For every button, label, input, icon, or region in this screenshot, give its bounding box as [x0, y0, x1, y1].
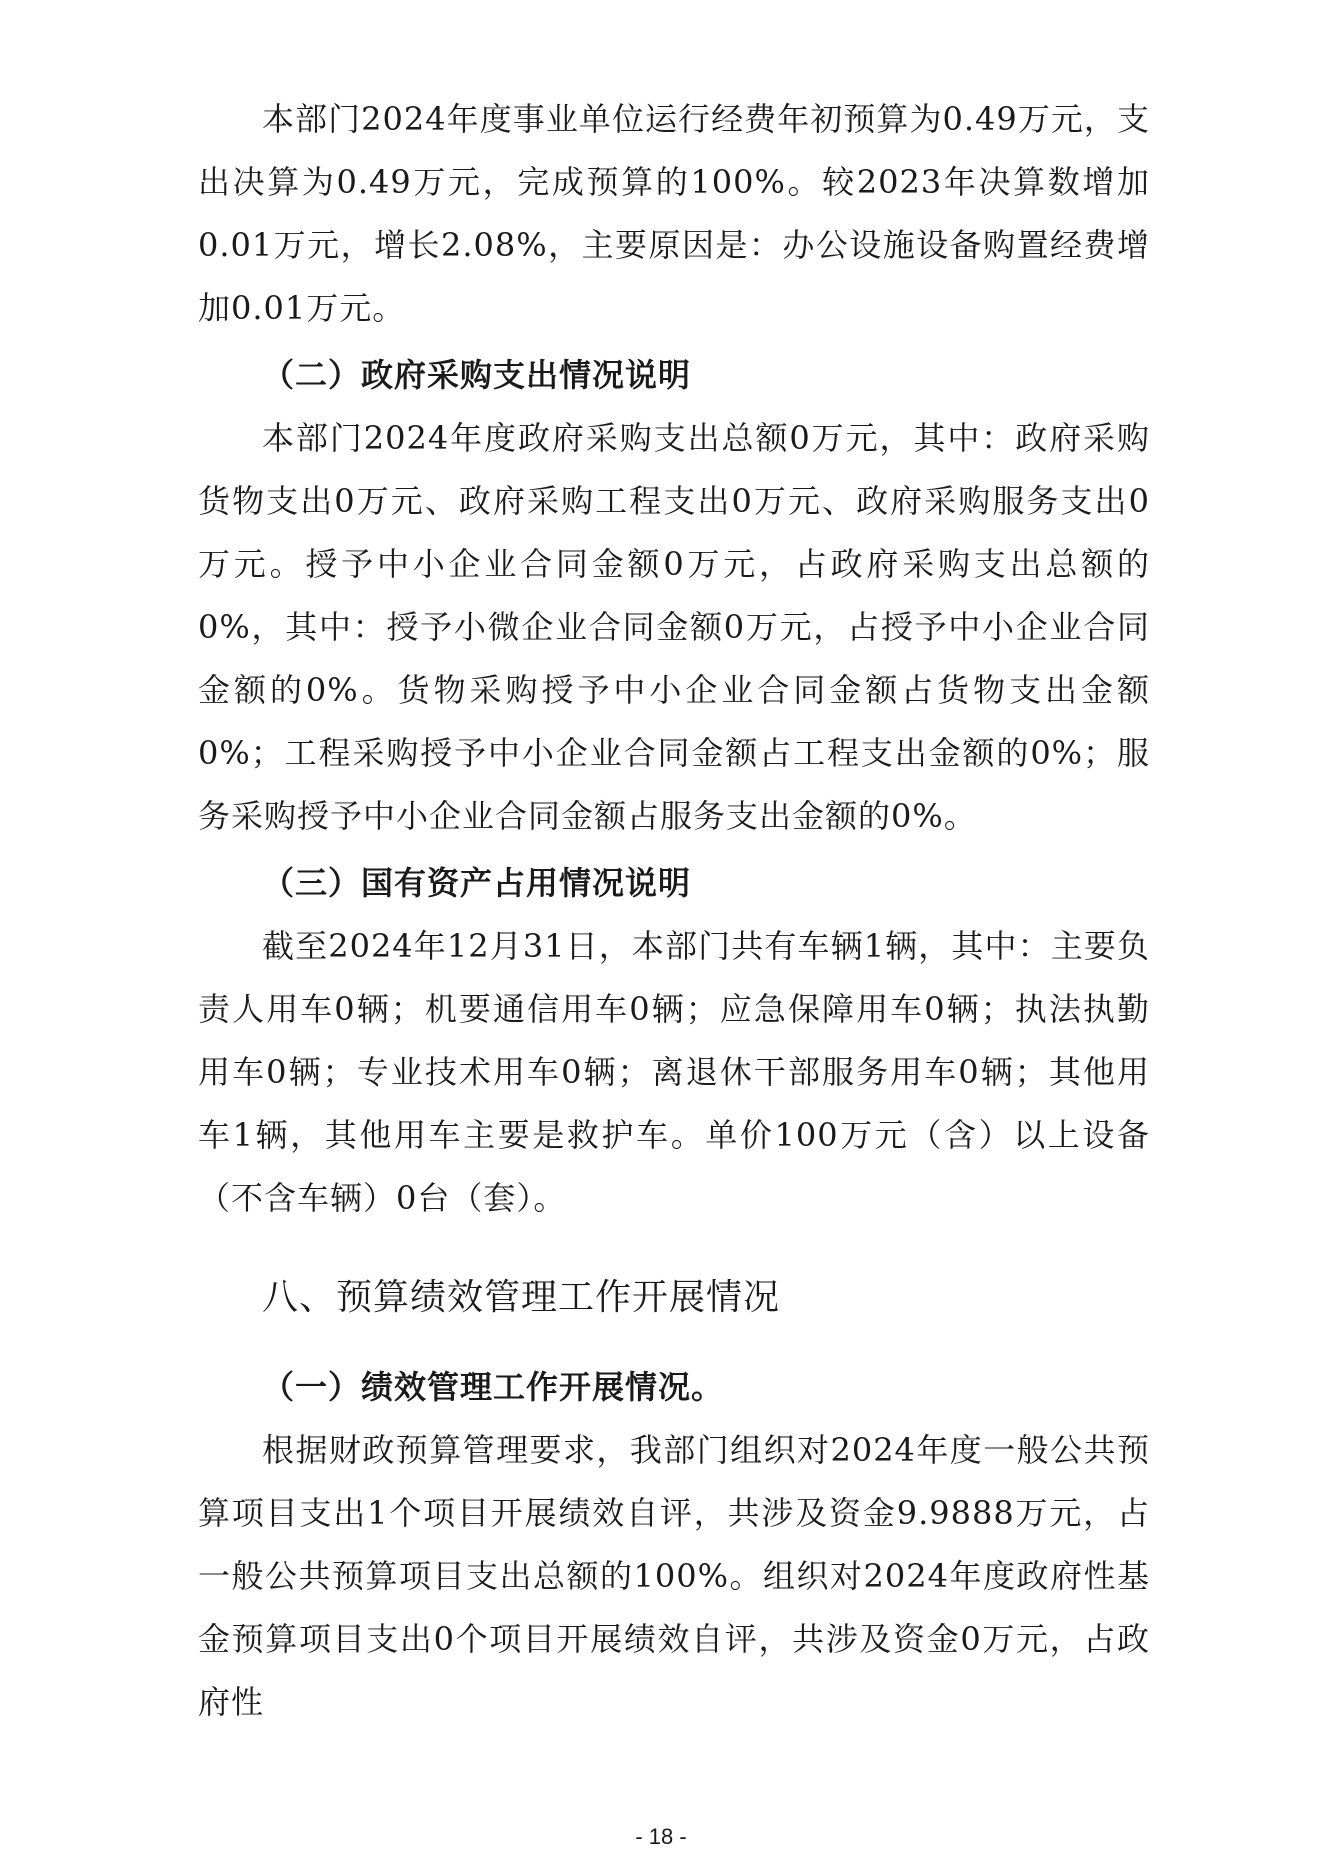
paragraph-operating-expenses: 本部门2024年度事业单位运行经费年初预算为0.49万元，支出决算为0.49万元，完成预算的100%。较2023年决算数增加0.01万元，增长2.08%，主要原因是：办公设施设备购置经费增加0.01万元。: [198, 100, 1150, 327]
heading-state-assets: （三）国有资产占用情况说明: [262, 864, 692, 902]
heading-performance-work: （一）绩效管理工作开展情况。: [262, 1368, 725, 1406]
document-body: [198, 88, 1150, 1734]
paragraph-government-procurement: 本部门2024年度政府采购支出总额0万元，其中：政府采购货物支出0万元、政府采购工程支出0万元、政府采购服务支出0万元。授予中小企业合同金额0万元，占政府采购支出总额的0%，其中：授予小微企业合同金额0万元，占授予中小企业合同金额的0%。货物采购授予中小企业合同金额占货物支出金额0%；工程采购授予中小企业合同金额占工程支出金额的0%；服务采购授予中小企业合同金额占服务支出金额的0%。: [198, 419, 1150, 835]
section-heading-performance-management: 八、预算绩效管理工作开展情况: [262, 1277, 781, 1318]
heading-government-procurement: （二）政府采购支出情况说明: [262, 356, 692, 394]
paragraph-performance-work: 根据财政预算管理要求，我部门组织对2024年度一般公共预算项目支出1个项目开展绩效自评，共涉及资金9.9888万元，占一般公共预算项目支出总额的100%。组织对2024年度政府性基金预算项目支出0个项目开展绩效自评，共涉及资金0万元，占政府性: [198, 1431, 1150, 1721]
page-number: - 18 -: [635, 1824, 687, 1849]
paragraph-state-assets: 截至2024年12月31日，本部门共有车辆1辆，其中：主要负责人用车0辆；机要通信用车0辆；应急保障用车0辆；执法执勤用车0辆；专业技术用车0辆；离退休干部服务用车0辆；其他用车1辆，其他用车主要是救护车。单价100万元（含）以上设备（不含车辆）0台（套）。: [198, 927, 1150, 1217]
